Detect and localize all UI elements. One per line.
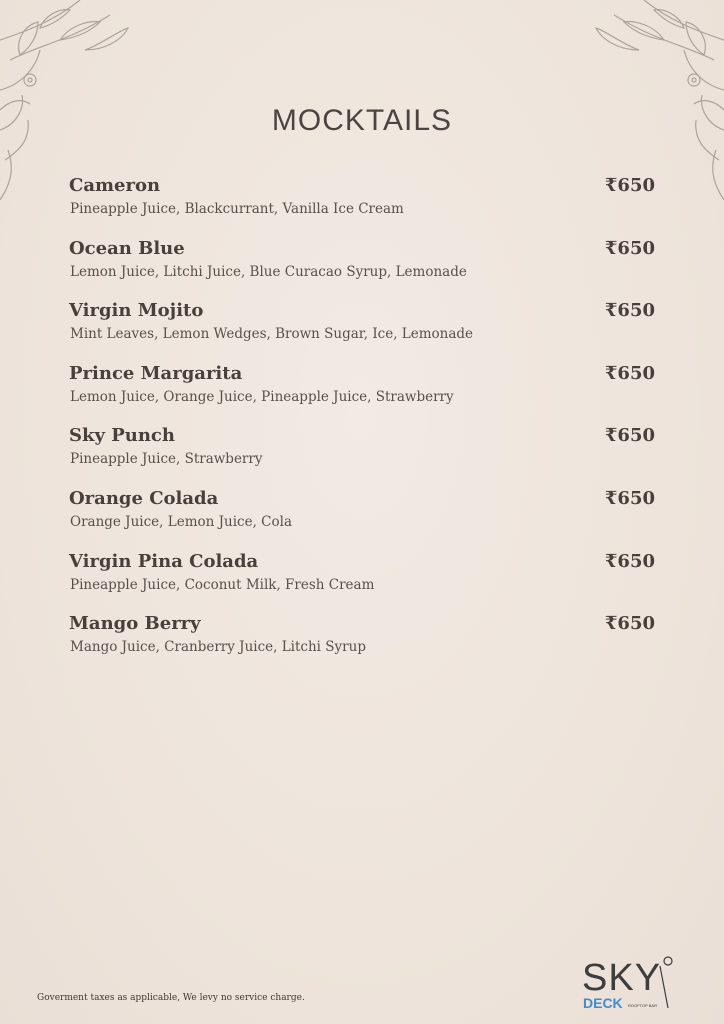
item-price: ₹650 bbox=[604, 175, 655, 196]
tax-note: Goverment taxes as applicable, We levy no service charge. bbox=[37, 993, 305, 1003]
item-price: ₹650 bbox=[604, 300, 655, 322]
item-name: Orange Colada bbox=[69, 487, 219, 509]
logo-sky-text: SKY bbox=[582, 957, 662, 999]
item-description: Mint Leaves, Lemon Wedges, Brown Sugar, Ice, Lemonade bbox=[70, 326, 474, 343]
item-description: Lemon Juice, Litchi Juice, Blue Curacao Syrup, Lemonade bbox=[70, 263, 467, 280]
item-name: Cameron bbox=[69, 175, 161, 196]
cocktail-pick-icon bbox=[660, 957, 672, 1008]
item-description: Orange Juice, Lemon Juice, Cola bbox=[70, 513, 292, 530]
item-name: Prince Margarita bbox=[69, 362, 243, 384]
sky-deck-logo bbox=[580, 952, 680, 1012]
menu-item bbox=[69, 300, 657, 363]
logo-deck-text: DECK bbox=[583, 995, 623, 1011]
item-name: Mango Berry bbox=[69, 613, 201, 635]
item-name: Virgin Mojito bbox=[69, 300, 204, 322]
menu-item bbox=[69, 425, 657, 488]
floral-ornament-left bbox=[0, 0, 150, 200]
item-price: ₹650 bbox=[604, 237, 655, 259]
item-description: Pineapple Juice, Blackcurrant, Vanilla Ice Cream bbox=[70, 201, 404, 217]
page-title: MOCKTAILS bbox=[271, 104, 453, 137]
menu-item bbox=[69, 488, 657, 551]
item-price: ₹650 bbox=[604, 487, 655, 509]
item-price: ₹650 bbox=[604, 613, 655, 635]
item-description: Mango Juice, Cranberry Juice, Litchi Syrup bbox=[70, 639, 366, 656]
item-description: Pineapple Juice, Coconut Milk, Fresh Cream bbox=[70, 576, 375, 593]
menu-item bbox=[69, 363, 657, 426]
item-price: ₹650 bbox=[604, 550, 655, 572]
item-description: Pineapple Juice, Strawberry bbox=[70, 451, 263, 468]
item-description: Lemon Juice, Orange Juice, Pineapple Juice, Strawberry bbox=[70, 388, 454, 405]
menu-list bbox=[69, 175, 657, 676]
item-name: Ocean Blue bbox=[69, 237, 185, 259]
logo-tagline-text: ROOFTOP BAR bbox=[628, 1003, 657, 1008]
menu-item bbox=[69, 613, 657, 676]
menu-item bbox=[69, 238, 657, 301]
floral-ornament-right bbox=[564, 0, 724, 200]
item-price: ₹650 bbox=[604, 362, 655, 384]
item-name: Sky Punch bbox=[69, 425, 175, 447]
item-name: Virgin Pina Colada bbox=[69, 550, 259, 572]
menu-item bbox=[69, 551, 657, 614]
menu-item bbox=[69, 175, 657, 238]
item-price: ₹650 bbox=[604, 425, 655, 447]
